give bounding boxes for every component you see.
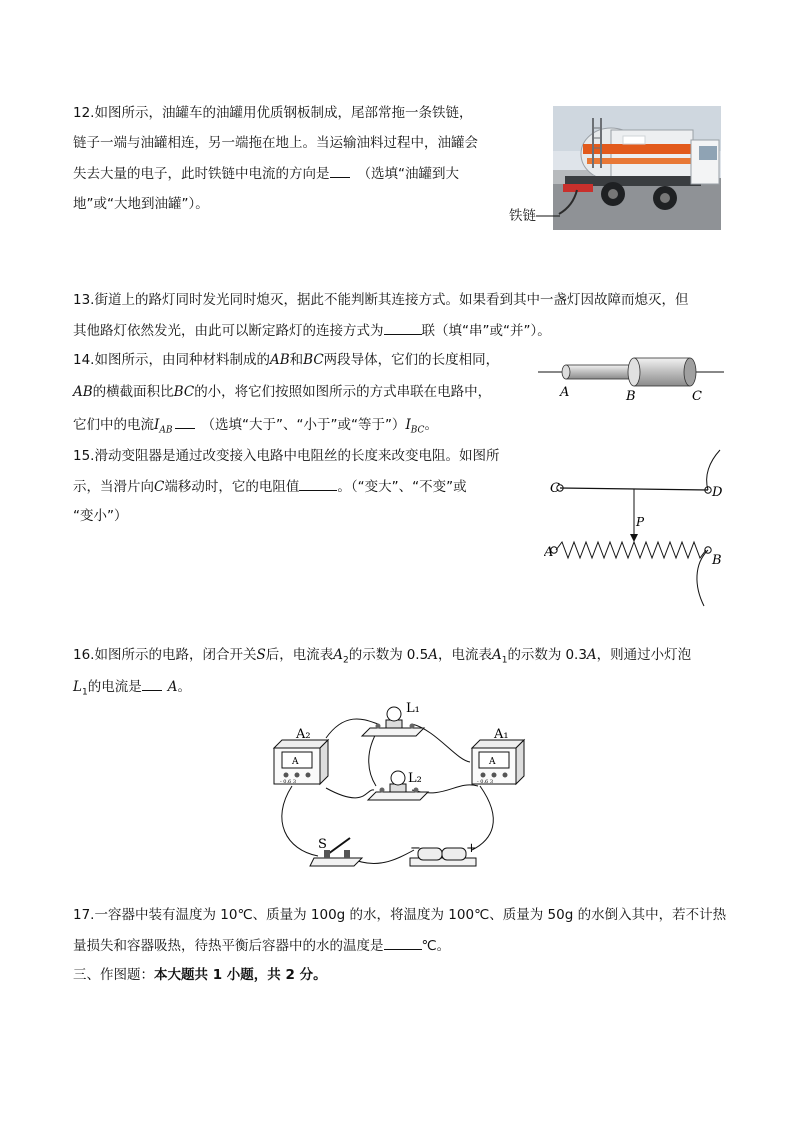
q14-i-bc: I bbox=[405, 417, 411, 433]
q16-a1-sub: 1 bbox=[501, 655, 508, 666]
q13-line-2-post: 联（填“串”或“并”）。 bbox=[421, 323, 551, 339]
a2-terminals: - 0.6 3 bbox=[280, 779, 297, 785]
q15-c: C bbox=[154, 479, 165, 495]
q12-answer-blank bbox=[330, 163, 350, 178]
q16-text-f: ，则通过小灯泡 bbox=[596, 647, 692, 663]
q14-text-b: 和 bbox=[289, 352, 304, 368]
switch-s bbox=[310, 837, 362, 866]
q17-line-2 bbox=[73, 935, 450, 956]
q17-answer-blank bbox=[384, 935, 422, 950]
label-c: C bbox=[550, 481, 560, 496]
q14-line-2 bbox=[73, 382, 491, 402]
q16-end: 。 bbox=[177, 679, 191, 695]
label-l2: L₂ bbox=[408, 771, 422, 786]
q12-line-3 bbox=[73, 163, 459, 184]
label-a2: A₂ bbox=[296, 727, 311, 742]
q14-ab: AB bbox=[269, 352, 290, 368]
q16-a1: A bbox=[491, 647, 502, 663]
tank-truck-photo bbox=[553, 106, 721, 230]
lamp-l2 bbox=[368, 771, 428, 800]
label-b: B bbox=[626, 389, 636, 404]
chain-label: 铁链 bbox=[509, 208, 536, 224]
q17-line-1: 17.一容器中装有温度为 10℃、质量为 100g 的水，将温度为 100℃、质量为 50g 的水倒入其中，若不计热 bbox=[73, 907, 727, 923]
a2-face: A bbox=[292, 757, 299, 767]
q14-ab-2: AB bbox=[73, 384, 93, 400]
q16-text-a: 16.如图所示的电路，闭合开关 bbox=[73, 647, 257, 663]
q14-text-c: 两段导体，它们的长度相同， bbox=[323, 352, 500, 368]
q14-i-ab: I bbox=[154, 417, 160, 433]
label-l1: L₁ bbox=[406, 701, 420, 716]
label-b: B bbox=[712, 553, 722, 568]
label-d: D bbox=[712, 485, 723, 500]
q16-text-d: ，电流表 bbox=[437, 647, 492, 663]
q12-line-2: 链子一端与油罐相连，另一端拖在地上。当运输油料过程中，油罐会 bbox=[73, 135, 478, 151]
a1-terminals: - 0.6 3 bbox=[477, 779, 494, 785]
battery bbox=[410, 841, 477, 866]
q16-line-1 bbox=[73, 645, 691, 671]
q16-unit3: A bbox=[167, 679, 178, 695]
q14-i-bc-sub: BC bbox=[410, 425, 425, 436]
chain-label-pointer bbox=[536, 214, 560, 218]
q16-l1: L bbox=[73, 679, 82, 695]
conductor-diagram bbox=[538, 352, 724, 404]
q16-answer-blank bbox=[142, 676, 162, 691]
q13-answer-blank bbox=[384, 320, 422, 335]
q17-text-b: ℃。 bbox=[421, 938, 451, 954]
q16-unit2: A bbox=[586, 647, 597, 663]
section-3-heading bbox=[73, 965, 327, 985]
battery-plus: + bbox=[466, 841, 477, 856]
q14-text-a: 14.如图所示，由同种材料制成的 bbox=[73, 352, 270, 368]
circuit-diagram bbox=[266, 700, 528, 874]
q13-line-2-pre: 其他路灯依然发光，由此可以断定路灯的连接方式为 bbox=[73, 323, 384, 339]
q15-line-1: 15.滑动变阻器是通过改变接入电路中电阻丝的长度来改变电阻。如图所 bbox=[73, 448, 500, 464]
ammeter-a1 bbox=[472, 727, 524, 785]
q15-answer-blank bbox=[299, 476, 337, 491]
q13-line-2 bbox=[73, 320, 551, 341]
q14-text-e: 的小，将它们按照如图所示的方式串联在电路中， bbox=[194, 384, 492, 400]
q14-end: 。 bbox=[424, 417, 438, 433]
label-s: S bbox=[318, 837, 327, 852]
q14-text-d: 的横截面积比 bbox=[92, 384, 174, 400]
q14-bc-2: BC bbox=[173, 384, 195, 400]
q14-bc: BC bbox=[303, 352, 324, 368]
label-a1: A₁ bbox=[494, 727, 509, 742]
section-3-bold: 本大题共 1 小题，共 2 分。 bbox=[154, 967, 327, 983]
q16-s: S bbox=[256, 647, 266, 663]
q16-text-e: 的示数为 bbox=[507, 647, 562, 663]
q17-text-a: 量损失和容器吸热，待热平衡后容器中的水的温度是 bbox=[73, 938, 384, 954]
q12-line-3-pre: 失去大量的电子，此时铁链中电流的方向是 bbox=[73, 166, 330, 182]
q16-unit1: A bbox=[428, 647, 438, 663]
q14-line-1 bbox=[73, 350, 499, 370]
q14-i-ab-sub: AB bbox=[159, 425, 173, 436]
ammeter-a2 bbox=[274, 727, 328, 785]
q15-text-c: 。（“变大”、“不变”或 bbox=[337, 479, 467, 495]
q16-text-c: 的示数为 bbox=[348, 647, 403, 663]
q16-line-2 bbox=[73, 676, 191, 703]
q16-a2: A bbox=[333, 647, 343, 663]
section-3-prefix: 三、作图题： bbox=[73, 967, 154, 983]
lamp-l1 bbox=[362, 701, 424, 736]
q16-text-b: 后，电流表 bbox=[265, 647, 334, 663]
q12-line-4: 地”或“大地到油罐”）。 bbox=[73, 196, 209, 212]
q16-l1-sub: 1 bbox=[81, 687, 88, 698]
label-a: A bbox=[544, 545, 554, 560]
label-c: C bbox=[692, 389, 702, 404]
q12-line-1: 12.如图所示，油罐车的油罐用优质钢板制成，尾部常拖一条铁链， bbox=[73, 105, 473, 121]
q15-line-3: “变小”） bbox=[73, 508, 128, 524]
q14-answer-blank bbox=[175, 414, 195, 429]
rheostat-diagram bbox=[544, 446, 724, 608]
q15-line-2 bbox=[73, 476, 467, 497]
q16-val2: 0.3 bbox=[565, 647, 587, 663]
battery-minus: − bbox=[410, 841, 421, 856]
q13-line-1: 13.街道上的路灯同时发光同时熄灭，据此不能判断其连接方式。如果看到其中一盏灯因故障而熄灭，但 bbox=[73, 292, 689, 308]
q16-val1: 0.5 bbox=[406, 647, 429, 663]
label-p: P bbox=[636, 515, 645, 529]
q14-line-3 bbox=[73, 414, 438, 441]
q14-text-f: 它们中的电流 bbox=[73, 417, 154, 433]
a1-face: A bbox=[489, 757, 496, 767]
label-a: A bbox=[560, 385, 570, 400]
q16-a2-sub: 2 bbox=[342, 655, 349, 666]
q16-text-g: 的电流是 bbox=[87, 679, 142, 695]
q12-line-3-post: （选填“油罐到大 bbox=[357, 166, 459, 182]
q14-text-g: （选填“大于”、“小于”或“等于”） bbox=[201, 417, 406, 433]
q15-text-b: 端移动时，它的电阻值 bbox=[164, 479, 300, 495]
q15-text-a: 示，当滑片向 bbox=[73, 479, 154, 495]
